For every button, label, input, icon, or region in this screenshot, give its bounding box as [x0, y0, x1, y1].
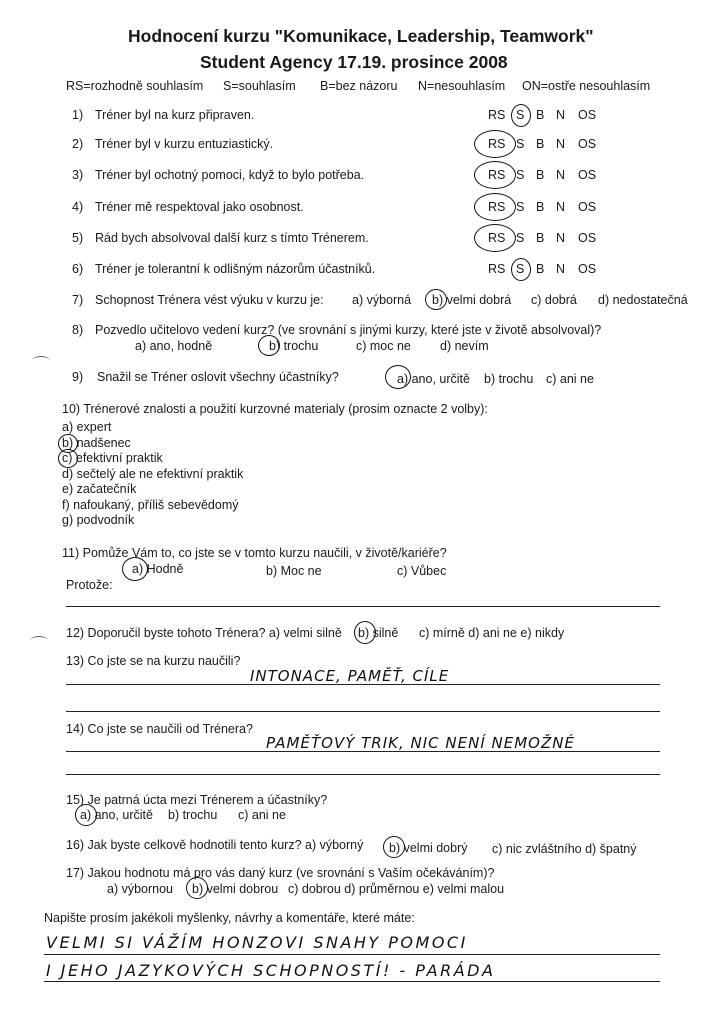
q9-selection-circle	[385, 365, 411, 389]
margin-mark	[30, 636, 48, 645]
q12-selection-circle	[354, 621, 376, 644]
likert-option-n[interactable]: N	[556, 168, 566, 182]
q17-option-a[interactable]: a) výbornou	[107, 882, 174, 896]
likert-question-text: Tréner byl ochotný pomoci, když to bylo potřeba.	[95, 168, 365, 182]
q10-option[interactable]: c) efektivní praktik	[62, 451, 163, 465]
likert-option-rs[interactable]: RS	[488, 168, 506, 182]
legend-s: S=souhlasím	[223, 79, 296, 93]
q16-selection-circle	[383, 836, 405, 858]
q15-text: 15) Je patrná úcta mezi Trénerem a účastníky?	[66, 793, 328, 807]
q12-text: 12) Doporučil byste tohoto Trénera? a) velmi silně	[66, 626, 342, 640]
q8-number: 8)	[72, 323, 84, 337]
q7-text: Schopnost Trénera vést výuku v kurzu je:	[95, 293, 324, 307]
q10-selection-circle	[58, 449, 78, 468]
q15-option-a[interactable]: a) ano, určitě	[80, 808, 153, 822]
q17-option-b[interactable]: b) velmi dobrou	[192, 882, 279, 896]
q10-option[interactable]: g) podvodník	[62, 513, 135, 527]
q7-number: 7)	[72, 293, 84, 307]
q13-text: 13) Co jste se na kurzu naučili?	[66, 654, 241, 668]
likert-question-text: Tréner byl na kurz připraven.	[95, 108, 255, 122]
likert-option-os[interactable]: OS	[578, 262, 597, 276]
likert-selection-circle	[474, 193, 516, 221]
q7-option-a[interactable]: a) výborná	[352, 293, 412, 307]
q8-option-b[interactable]: b) trochu	[269, 339, 319, 353]
likert-question-number: 1)	[72, 108, 84, 122]
q8-option-a[interactable]: a) ano, hodně	[135, 339, 213, 353]
likert-question-text: Tréner byl v kurzu entuziastický.	[95, 137, 274, 151]
q17-selection-circle	[186, 877, 208, 899]
likert-option-n[interactable]: N	[556, 137, 566, 151]
likert-question-number: 2)	[72, 137, 84, 151]
likert-question-number: 6)	[72, 262, 84, 276]
q7-option-b[interactable]: b) velmi dobrá	[432, 293, 512, 307]
likert-option-os[interactable]: OS	[578, 137, 597, 151]
likert-option-rs[interactable]: RS	[488, 200, 506, 214]
comments-handwritten-line-2: I JEHO JAZYKOVÝCH SCHOPNOSTÍ! - PARÁDA	[46, 961, 496, 980]
q11-because-label: Protože:	[66, 578, 113, 592]
q11-selection-circle	[122, 557, 148, 581]
q7-option-d[interactable]: d) nedostatečná	[598, 293, 688, 307]
q14-answer-line[interactable]	[66, 751, 660, 752]
comments-line-2[interactable]	[44, 981, 660, 982]
q9-number: 9)	[72, 370, 84, 384]
q15-option-c[interactable]: c) ani ne	[238, 808, 286, 822]
q16-option-b[interactable]: b) velmi dobrý	[389, 841, 468, 855]
q8-option-c[interactable]: c) moc ne	[356, 339, 411, 353]
likert-selection-circle	[511, 258, 531, 281]
likert-selection-circle	[474, 130, 516, 158]
likert-option-n[interactable]: N	[556, 200, 566, 214]
form-subtitle: Student Agency 17.19. prosince 2008	[200, 52, 508, 72]
form-title: Hodnocení kurzu "Komunikace, Leadership, Teamwork"	[128, 26, 594, 46]
q10-text: 10) Trénerové znalosti a použití kurzovné materialy (prosim oznacte 2 volby):	[62, 402, 488, 416]
likert-option-b[interactable]: B	[536, 137, 545, 151]
comments-prompt: Napište prosím jakékoli myšlenky, návrhy a komentáře, které máte:	[44, 911, 415, 925]
q16-other-options[interactable]: c) nic zvláštního d) špatný	[492, 842, 637, 856]
likert-option-b[interactable]: B	[536, 231, 545, 245]
likert-option-b[interactable]: B	[536, 168, 545, 182]
likert-option-n[interactable]: N	[556, 108, 566, 122]
q14-text: 14) Co jste se naučili od Trénera?	[66, 722, 253, 736]
likert-question-text: Tréner je tolerantní k odlišným názorům účastníků.	[95, 262, 376, 276]
legend-on: ON=ostře nesouhlasím	[522, 79, 651, 93]
likert-option-os[interactable]: OS	[578, 108, 597, 122]
likert-option-rs[interactable]: RS	[488, 137, 506, 151]
likert-option-s[interactable]: S	[516, 137, 525, 151]
likert-option-s[interactable]: S	[516, 200, 525, 214]
q12-other-options[interactable]: c) mírně d) ani ne e) nikdy	[419, 626, 565, 640]
q9-option-c[interactable]: c) ani ne	[546, 372, 594, 386]
q8-selection-circle	[258, 335, 280, 356]
q13-answer-line-2[interactable]	[66, 711, 660, 712]
q7-option-c[interactable]: c) dobrá	[531, 293, 577, 307]
likert-option-s[interactable]: S	[516, 168, 525, 182]
likert-option-rs[interactable]: RS	[488, 231, 506, 245]
likert-option-s[interactable]: S	[516, 108, 525, 122]
legend-n: N=nesouhlasím	[418, 79, 506, 93]
legend-b: B=bez názoru	[320, 79, 398, 93]
q15-selection-circle	[75, 804, 97, 826]
q9-option-b[interactable]: b) trochu	[484, 372, 534, 386]
likert-question-text: Rád bych absolvoval další kurz s tímto Trénerem.	[95, 231, 369, 245]
likert-option-rs[interactable]: RS	[488, 262, 506, 276]
margin-mark	[32, 356, 50, 365]
q17-text: 17) Jakou hodnotu má pro vás daný kurz (ve srovnání s Vaším očekáváním)?	[66, 866, 495, 880]
q8-option-d[interactable]: d) nevím	[440, 339, 489, 353]
q11-option-b[interactable]: b) Moc ne	[266, 564, 322, 578]
likert-question-number: 4)	[72, 200, 84, 214]
likert-question-number: 3)	[72, 168, 84, 182]
q11-text: 11) Pomůže Vám to, co jste se v tomto kurzu naučili, v životě/kariéře?	[62, 546, 447, 560]
q13-handwritten-answer: INTONACE, PAMĚŤ, CÍLE	[250, 667, 450, 685]
q10-option[interactable]: e) začatečník	[62, 482, 137, 496]
likert-question-text: Tréner mě respektoval jako osobnost.	[95, 200, 304, 214]
likert-option-rs[interactable]: RS	[488, 108, 506, 122]
likert-selection-circle	[474, 161, 516, 189]
q15-option-b[interactable]: b) trochu	[168, 808, 218, 822]
likert-option-b[interactable]: B	[536, 262, 545, 276]
q10-option[interactable]: b) nadšenec	[62, 436, 131, 450]
likert-option-s[interactable]: S	[516, 231, 525, 245]
likert-option-os[interactable]: OS	[578, 231, 597, 245]
q11-answer-line[interactable]	[66, 606, 660, 607]
likert-selection-circle	[474, 224, 516, 252]
q10-option[interactable]: d) sečtelý ale ne efektivní praktik	[62, 467, 244, 481]
q8-text: Pozvedlo učitelovo vedení kurz? (ve srovnání s jinými kurzy, které jste v životě absolvoval)?	[95, 323, 602, 337]
likert-selection-circle	[511, 104, 531, 127]
likert-option-n[interactable]: N	[556, 231, 566, 245]
likert-option-os[interactable]: OS	[578, 200, 597, 214]
q11-option-c[interactable]: c) Vůbec	[397, 564, 447, 578]
likert-option-s[interactable]: S	[516, 262, 525, 276]
comments-handwritten-line-1: VELMI SI VÁŽÍM HONZOVI SNAHY POMOCI	[46, 933, 468, 952]
q16-text: 16) Jak byste celkově hodnotili tento kurz? a) výborný	[66, 838, 364, 852]
q10-option[interactable]: a) expert	[62, 420, 112, 434]
comments-line-1[interactable]	[44, 954, 660, 955]
likert-option-b[interactable]: B	[536, 200, 545, 214]
q14-handwritten-answer: PAMĚŤOVÝ TRIK, NIC NENÍ NEMOŽNÉ	[266, 734, 575, 752]
q9-text: Snažil se Tréner oslovit všechny účastníky?	[97, 370, 339, 384]
likert-option-n[interactable]: N	[556, 262, 566, 276]
q10-option[interactable]: f) nafoukaný, příliš sebevědomý	[62, 498, 239, 512]
q14-answer-line-2[interactable]	[66, 774, 660, 775]
legend-rs: RS=rozhodně souhlasím	[66, 79, 204, 93]
likert-option-b[interactable]: B	[536, 108, 545, 122]
q11-option-a[interactable]: a) Hodně	[132, 562, 184, 576]
likert-option-os[interactable]: OS	[578, 168, 597, 182]
q17-other-options[interactable]: c) dobrou d) průměrnou e) velmi malou	[288, 882, 505, 896]
q13-answer-line[interactable]	[66, 684, 660, 685]
likert-question-number: 5)	[72, 231, 84, 245]
q12-option-b[interactable]: b) silně	[358, 626, 399, 640]
q7-selection-circle	[425, 289, 447, 310]
q9-option-a[interactable]: a) ano, určitě	[397, 372, 470, 386]
